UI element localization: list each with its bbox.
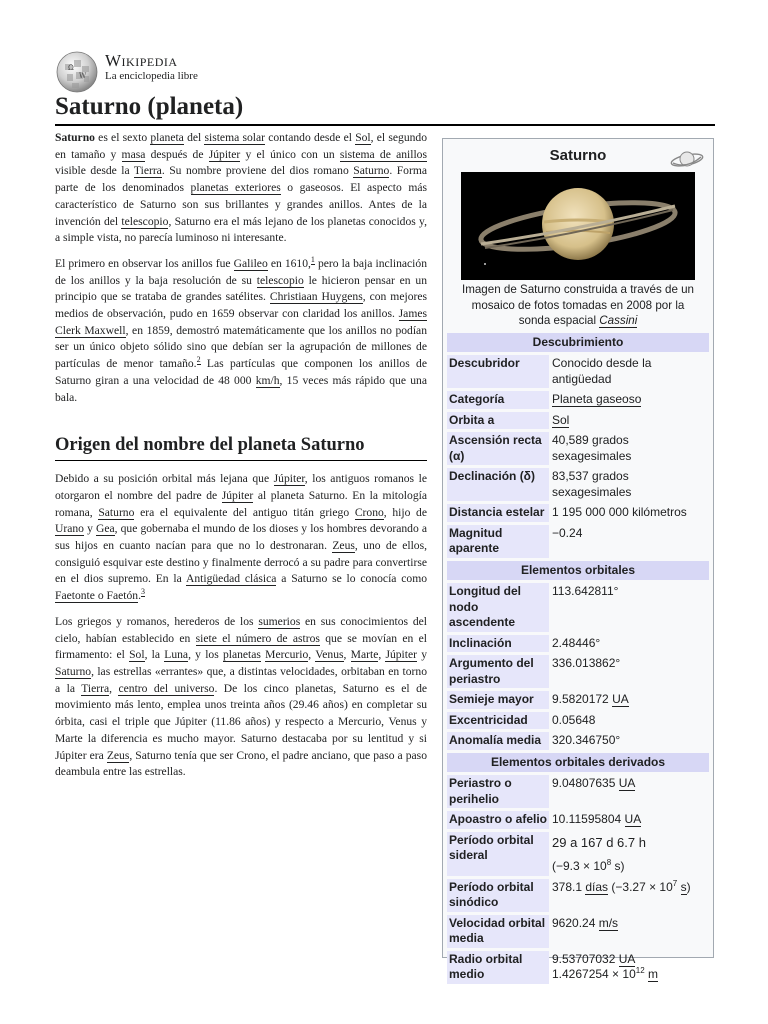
link-sistema-solar[interactable]: sistema solar [204,131,266,144]
link-jupiter[interactable]: Júpiter [208,147,241,161]
infobox [442,138,714,981]
link-jupiter-3[interactable]: Júpiter [221,488,254,502]
link-sol-2[interactable]: Sol [129,648,145,662]
link-zeus-2[interactable]: Zeus [106,748,130,762]
link-faetonte[interactable]: Faetonte o Faetón [55,589,139,603]
link-antiguedad-clasica[interactable]: Antigüedad clásica [185,572,277,586]
link-jupiter-2[interactable]: Júpiter [273,472,305,486]
row-distancia-estelar: Distancia estelar 1 195 000 000 kilómetros [447,504,709,522]
link-galileo[interactable]: Galileo [233,256,268,270]
row-periastro: Periastro o perihelio 9.04807635 UA [447,775,709,808]
link-planeta[interactable]: planeta [150,131,184,144]
row-longitud-nodo: Longitud del nodo ascendente 113.642811° [447,583,709,632]
link-centro-del-universo[interactable]: centro del universo [118,681,215,695]
section-paragraph-2: Los griegos y romanos, herederos de los sumerios en sus conocimientos del cielo, habían establecido en siete el número de astros que se movían en el firmamento: el Sol, la Luna, y los planetas Mercurio, Venus, Marte, Júpiter y Saturno, las estrellas «errantes» que, a distintas velocidades, orbitaban en torno a la Tierra, centro del universo. De los cinco planetas, Saturno es el de movimiento más lento, emplea unos treinta años (29.46 años) en completar su órbita, casi el triple que Júpiter (11.86 años) y respecto a Mercurio, Venus y Marte la diferencia es mucho mayor. Saturno destacaba por su lentitud y si Júpiter era Zeus, Saturno tenía que ser Crono, el padre anciano, que paso a paso deambula entre las estrellas. [55,614,428,779]
row-semieje-mayor: Semieje mayor 9.5820172 UA [447,691,709,709]
page-title: Saturno (planeta) [55,92,715,126]
row-categoria: Categoría Planeta gaseoso [447,391,709,409]
link-ua-4[interactable]: UA [618,951,636,966]
link-venus[interactable]: Venus [315,648,344,662]
row-excentricidad: Excentricidad 0.05648 [447,712,709,730]
row-apoastro: Apoastro o afelio 10.11595804 UA [447,811,709,829]
link-jupiter-4[interactable]: Júpiter [385,648,418,662]
reference-3[interactable]: 3 [140,587,145,597]
intro-paragraph-2: El primero en observar los anillos fue Galileo en 1610,$^1$ pero la baja inclinación de los anillos y la baja resolución de su telescopio le hicieron pensar en un principio que se trataba de grandes satélites. Christiaan Huygens, con mejores medios de observación, pudo en 1659 observar con claridad los anillos. James Clerk Maxwell, en 1859, demostró matemáticamente que los anillos no podían ser un único objeto sólido sino que debían ser la agrupación de millones de partículas de menor tamaño.$^2$ Las partículas que componen los anillos de Saturno giran a una velocidad de 48 000 km/h, 15 veces más rápido que una bala. [55,255,428,404]
svg-text:Ω: Ω [68,64,74,72]
link-cassini[interactable]: Cassini [599,314,638,327]
link-planetas-exteriores[interactable]: planetas exteriores [190,181,281,195]
link-planetas[interactable]: planetas [222,648,261,662]
article-body [55,130,427,790]
image-caption: Imagen de Saturno construida a través de un mosaico de fotos tomadas en 2008 por la sonda espacial Cassini [461,283,695,327]
link-tierra-2[interactable]: Tierra [81,681,110,695]
link-planeta-gaseoso[interactable]: Planeta gaseoso [552,392,642,406]
link-gea[interactable]: Gea [95,522,115,536]
link-james-clerk-maxwell[interactable]: James Clerk Maxwell [55,307,427,337]
header-descubrimiento: Descubrimiento [447,333,709,353]
header-elementos-derivados: Elementos orbitales derivados [447,753,709,773]
link-ua-2[interactable]: UA [618,776,636,790]
saturn-symbol-icon [669,147,705,171]
row-declinacion: Declinación (δ) 83,537 grados sexagesimales [447,468,709,501]
reference-2[interactable]: 2 [196,355,201,365]
link-saturno-mitologia[interactable]: Saturno [98,505,135,519]
site-name[interactable]: Wikipedia [105,51,178,70]
link-luna[interactable]: Luna [164,648,189,662]
link-sistema-de-anillos[interactable]: sistema de anillos [339,147,427,161]
infobox-title: Saturno [549,147,607,164]
link-m[interactable]: m [648,967,658,981]
section-heading: Origen del nombre del planeta Saturno [55,434,427,461]
row-radio-orbital: Radio orbital medio 9.53707032 UA $1.4267254 \times 10^{12}$ m [447,951,709,984]
link-km-h[interactable]: km/h [255,373,280,387]
site-tagline: La enciclopedia libre [105,70,198,82]
link-crono[interactable]: Crono [354,505,384,519]
link-siete-astros[interactable]: siete el número de astros [195,631,320,645]
link-mercurio[interactable]: Mercurio [265,648,309,662]
intro-paragraph-1: Saturno es el sexto planeta del sistema solar contando desde el Sol, el segundo en tamaño y masa después de Júpiter y el único con un sistema de anillos visible desde la Tierra. Su nombre proviene del dios romano Saturno. Forma parte de los denominados planetas exteriores o gaseosos. El aspecto más característico de Saturno son sus brillantes y grandes anillos. Antes de la invención del telescopio, Saturno era el más lejano de los planetas conocidos y, a simple vista, no parecía luminoso ni interesante. [55,131,428,245]
row-periodo-sinodico: Período orbital sinódico 378.1 días ($-3.27 \times 10^7$ s) [447,879,709,912]
link-sol-infobox[interactable]: Sol [552,412,570,427]
row-anomalia-media: Anomalía media 320.346750° [447,732,709,750]
row-descubridor: Descubridor Conocido desde la antigüedad [447,355,709,388]
link-dias[interactable]: días [585,879,609,894]
section-paragraph-1: Debido a su posición orbital más lejana que Júpiter, los antiguos romanos le otorgaron el nombre del padre de Júpiter al planeta Saturno. En la mitología romana, Saturno era el equivalente del antiguo titán griego Crono, hijo de Urano y Gea, que gobernaba el mundo de los dioses y los hombres devorando a sus hijos en cuanto nacían para que no lo destronaran. Zeus, uno de ellos, consiguió esquivar este destino y finalmente derrocó a su padre para convertirse en el dios supremo. En la Antigüedad clásica a Saturno se lo conocía como Faetonte o Faetón.$^3$ [55,472,428,603]
wikipedia-globe-logo[interactable] [55,50,99,94]
link-telescopio[interactable]: telescopio [121,214,169,228]
link-tierra[interactable]: Tierra [133,164,162,178]
link-zeus[interactable]: Zeus [332,539,355,553]
row-periodo-sideral: Período orbital sideral 29 a 167 d 6.7 h ($-9.3 \times 10^8$ s) [447,832,709,876]
row-argumento-periastro: Argumento del periastro 336.013862° [447,655,709,688]
reference-1[interactable]: 1 [310,255,315,265]
link-telescopio-2[interactable]: telescopio [256,273,304,287]
header-elementos-orbitales: Elementos orbitales [447,561,709,581]
row-inclinacion: Inclinación 2.48446° [447,635,709,653]
link-ua-3[interactable]: UA [624,812,642,826]
row-ascension-recta: Ascensión recta (α) 40,589 grados sexagesimales [447,432,709,465]
saturn-photo[interactable] [461,172,695,280]
link-saturno-2[interactable]: Saturno [55,664,92,678]
link-saturno-dios[interactable]: Saturno [353,164,390,178]
link-ua[interactable]: UA [612,692,629,706]
link-m-s[interactable]: m/s [598,915,619,930]
link-sol[interactable]: Sol [355,131,371,144]
link-marte[interactable]: Marte [350,648,379,662]
lead-term: Saturno [55,131,95,144]
svg-text:W: W [79,72,87,80]
link-s[interactable]: s [680,879,687,894]
row-magnitud-aparente: Magnitud aparente −0.24 [447,525,709,558]
link-masa[interactable]: masa [121,147,146,161]
infobox-table [447,330,709,987]
row-velocidad-orbital: Velocidad orbital media 9620.24 m/s [447,915,709,948]
link-sumerios[interactable]: sumerios [258,614,301,628]
row-orbita: Orbita a Sol [447,412,709,430]
link-christiaan-huygens[interactable]: Christiaan Huygens [269,290,363,304]
link-urano[interactable]: Urano [55,522,84,536]
